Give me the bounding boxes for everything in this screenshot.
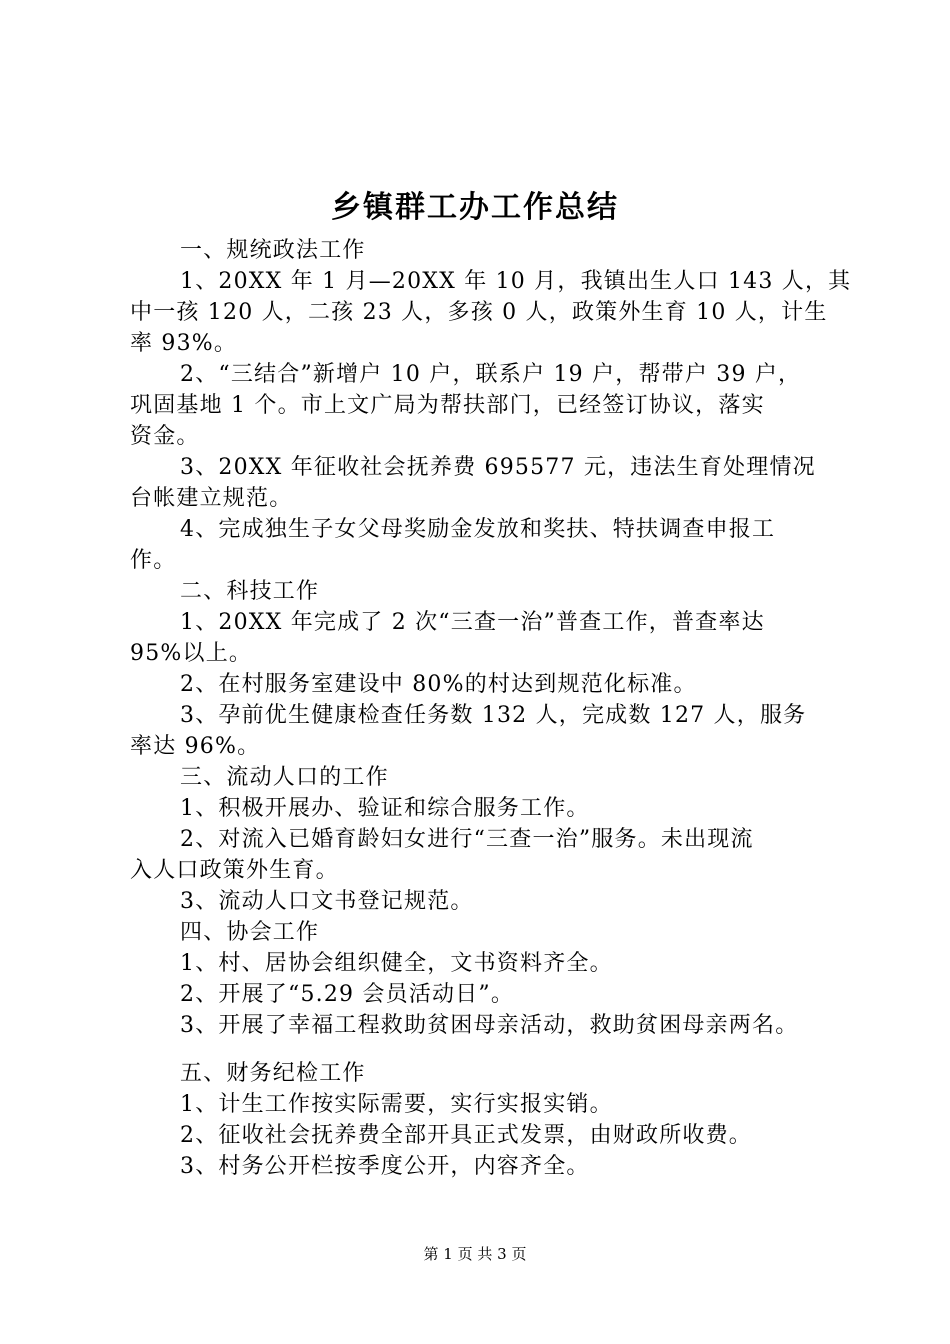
paragraph-line: 中一孩 120 人，二孩 23 人，多孩 0 人，政策外生育 10 人，计生 [130,300,828,325]
paragraph-line: 2、在村服务室建设中 80%的村达到规范化标准。 [180,672,697,697]
paragraph-line: 4、完成独生子女父母奖励金发放和奖扶、特扶调查申报工 [180,517,776,542]
paragraph-line: 2、开展了“5.29 会员活动日”。 [180,982,515,1007]
paragraph-line: 95%以上。 [130,641,253,666]
paragraph-line: 1、20XX 年 1 月—20XX 年 10 月，我镇出生人口 143 人，其 [180,269,852,294]
paragraph-line: 入人口政策外生育。 [130,858,339,883]
paragraph-line: 1、计生工作按实际需要，实行实报实销。 [180,1092,613,1117]
paragraph-line: 率 93%。 [130,331,238,356]
section-heading-5: 五、财务纪检工作 [180,1061,366,1086]
paragraph-line: 3、流动人口文书登记规范。 [180,889,474,914]
paragraph-line: 台帐建立规范。 [130,486,293,511]
section-heading-1: 一、规统政法工作 [180,238,366,263]
paragraph-line: 3、20XX 年征收社会抚养费 695577 元，违法生育处理情况 [180,455,816,480]
paragraph-line: 1、积极开展办、验证和综合服务工作。 [180,796,590,821]
paragraph-line: 巩固基地 1 个。市上文广局为帮扶部门，已经签订协议，落实 [130,393,765,418]
paragraph-line: 2、对流入已婚育龄妇女进行“三查一治”服务。未出现流 [180,827,754,852]
page-footer: 第 1 页 共 3 页 [423,1245,527,1263]
section-heading-3: 三、流动人口的工作 [180,765,389,790]
paragraph-line: 3、开展了幸福工程救助贫困母亲活动，救助贫困母亲两名。 [180,1013,799,1038]
paragraph-line: 1、村、居协会组织健全，文书资料齐全。 [180,951,613,976]
paragraph-line: 资金。 [130,424,200,449]
paragraph-line: 作。 [130,548,177,573]
paragraph-line: 3、村务公开栏按季度公开，内容齐全。 [180,1154,590,1179]
section-heading-2: 二、科技工作 [180,579,320,604]
paragraph-line: 2、“三结合”新增户 10 户，联系户 19 户，帮带户 39 户， [180,362,802,387]
paragraph-line: 1、20XX 年完成了 2 次“三查一治”普查工作，普查率达 [180,610,765,635]
paragraph-line: 3、孕前优生健康检查任务数 132 人，完成数 127 人，服务 [180,703,807,728]
section-heading-4: 四、协会工作 [180,920,320,945]
document-title: 乡镇群工办工作总结 [331,190,619,225]
paragraph-line: 率达 96%。 [130,734,261,759]
paragraph-line: 2、征收社会抚养费全部开具正式发票，由财政所收费。 [180,1123,752,1148]
